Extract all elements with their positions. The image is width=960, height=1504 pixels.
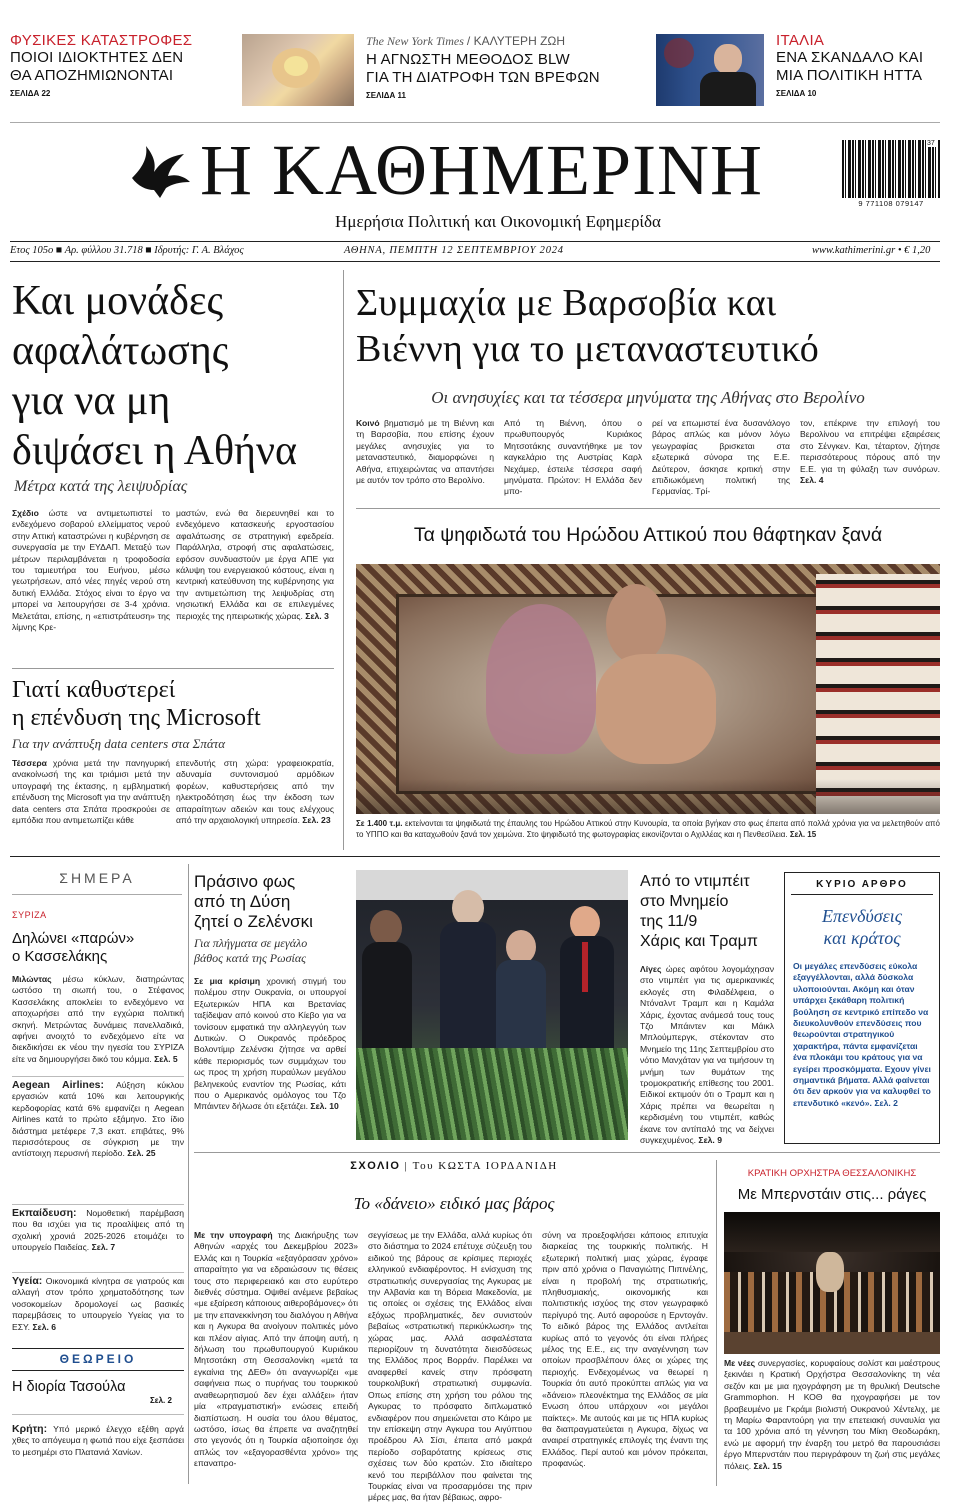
headline-line: η επένδυση της Microsoft (12, 705, 261, 731)
headline-line: αφαλάτωσης (12, 328, 229, 374)
body-text: βηματισμό με τη Βιέννη και τη Βαρσοβία, που επίσης έχουν μεγάλες ανησυχίες για το μεταναστευτικό, διαμορφώνει η Αθήνα, επιχειρώντας να απαντήσει με αυτόν τον τρόπο στο Βερολίνο. (356, 418, 495, 486)
page-ref[interactable]: Σελ. 23 (302, 815, 331, 826)
comment-col-3 (542, 1230, 708, 1492)
zelensky-subhead (194, 936, 346, 966)
divider (12, 1348, 184, 1349)
simera-title: ΣΗΜΕΡΑ (59, 870, 135, 886)
masthead-title: Η ΚΑΘΗΜΕΡΙΝΗ (200, 130, 764, 210)
orchestra-text (724, 1358, 940, 1488)
subhead-line: Για πλήγματα σε μεγάλο (194, 936, 308, 950)
body-text: ώρες αφότου λογομάχησαν στο ντιμπέιτ για τις αμερικανικές εκλογές στη Φιλαδέλφεια, ο Ντόναλντ Τραμπ και η Καμάλα Χάρις, έχοντας ανάμεσά τους τους Τζο Μπάιντεν και Μάικλ Μπλούμπεργκ, στέκονταν στο Μνημείο της 11ης Σεπτεμβρίου στο νότιο Μανχάταν για να τιμήσουν τη μνήμη των θυμάτων της τρομοκρατικής επίθεσης του 2001. Ειδικοί εκτιμούν ότι ο Τραμπ και η Χάρις πρέπει να θεωρείται η κερδισμένη του ντιμπέιτ, καθώς έκανε τον αντίπαλό της να δείχνει συγκεχυμένος. (640, 964, 774, 1146)
divider (12, 1414, 184, 1415)
main-lead-col-4 (800, 418, 940, 498)
body-text: ώστε να αντιμετωπιστεί το ενδεχόμενο σοβαρού ελλείμματος νερού στην Αττική καταστρώνει η κυβέρνηση σε συνεργασία με την ΕΥΔΑΠ. Μεταξύ των μέτρων περιλαμβάνεται η τροφοδοσία του ταμιευτήρα του Ευήνου, μέσω γεωτρήσεων, από νέες πηγές νερού στη δυτική Ελλάδα. Στόχος είναι το έργο να μπορεί να λειτουργήσει σε 3-4 χρόνια. Μελετάται, επίσης, η «επιστράτευση» της λίμνης Κρε- (12, 508, 170, 633)
zelensky-headline[interactable] (194, 872, 344, 932)
body-text: Νομοθετική παρέμβαση που θα ισχύει για τις προαλίψεις από τη σχολική χρονιά 2025-2026 ετοιμάζει το υπουργείο Παιδείας. (12, 1208, 184, 1253)
brief-title[interactable] (12, 930, 184, 966)
teaser-photo-baby (242, 34, 354, 106)
brief-text (12, 1080, 184, 1200)
masthead-info-date: ΑΘΗΝΑ, ΠΕΜΠΤΗ 12 ΣΕΠΤΕΜΒΡΙΟΥ 2024 (344, 245, 564, 256)
caption-text: εκτείνονται τα ψηφιδωτά της έπαυλης του Ηρώδου Αττικού στην Κυνουρία, τα οποία βγήκαν στο φως έπειτα από πολλά χρόνια για να μελετηθούν από το ΥΠΠΟ και θα καταχωθούν ξανά τον χειμώνα. Στο ψηφιδωτό της φωτογραφίας εικονίζονται ο Αχιλλέας και η Πενθεσίλεια. (356, 819, 940, 839)
memorial-text (640, 964, 774, 1144)
divider (12, 1272, 184, 1273)
column-divider (716, 1160, 717, 1486)
headline-line: στο Μνημείο (640, 893, 729, 910)
divider (12, 1370, 184, 1371)
page-ref[interactable]: Σελ. 25 (127, 1148, 156, 1159)
orchestra-photo (724, 1212, 940, 1354)
comment-author: Του ΚΩΣΤΑ ΙΟΡΔΑΝΙΔΗ (412, 1160, 558, 1172)
masthead-info-right: www.kathimerini.gr • € 1,20 (812, 245, 931, 256)
page-ref[interactable]: Σελ. 6 (32, 1321, 57, 1332)
theoreio-item[interactable]: Η διορία Τασούλα (12, 1379, 126, 1395)
body-text: επενδυτής στη χώρα: γραφειοκρατία, αδυναμία συντονισμού αρμόδιων φορέων, καθυστερήσεις από την ηλεκτροδότηση έως την έκδοση των απαραίτητων αδειών και τους ελέγχους από την αρχαιολογική υπηρεσία. (176, 758, 334, 826)
left-lead-col-1 (12, 508, 170, 658)
divider (356, 508, 940, 509)
headline-line: της 11/9 (640, 913, 698, 930)
orchestra-title[interactable]: Με Μπερνστάιν στις... ράγες (737, 1186, 927, 1203)
memorial-photo (356, 870, 628, 1140)
left-lead-col-2 (176, 508, 334, 658)
lead-word: Σχέδιο (12, 508, 39, 518)
headline-line: Από το ντιμπέιτ (640, 873, 750, 890)
mosaic-caption (356, 818, 940, 844)
divider (10, 122, 940, 123)
bird-logo-icon (124, 138, 194, 202)
nyt-logo: The New York Times (366, 34, 464, 48)
comment-title[interactable]: Το «δάνειο» ειδικό μας βάρος (353, 1194, 555, 1213)
page-ref[interactable]: Σελ. 15 (789, 830, 817, 839)
microsoft-col-1 (12, 758, 170, 842)
headline-line: από τη Δύση (194, 892, 291, 911)
editorial-box[interactable] (784, 872, 940, 1144)
body-text: χρονική στιγμή του πολέμου στην Ουκρανία, οι υπουργοί Εξωτερικών ΗΠΑ και Βρετανίας ταξίδεψαν από κοινού στο Κίεβο για να τονίσουν εμφατικά την αλληλεγγύη των Δυτικών. Ο Ουκρανός πρόεδρος Βολοντίμιρ Ζελένσκι ζήτησε να αρθεί κάθε περιορισμός των συμμάχων του ως προς τη χρήση πυραύλων μεγάλου βεληνεκούς εναντίον της Ρωσίας, κάτι που ο Αμερικανός ομόλογος του Τζο Μπάιντεν δήλωσε ότι εξετάζει. (194, 976, 346, 1112)
teaser-2[interactable] (366, 34, 626, 114)
main-lead-headline[interactable] (356, 280, 940, 372)
brief-lead: Υγεία: (12, 1275, 43, 1287)
brief-title-line: Δηλώνει «παρών» (12, 930, 135, 947)
teaser-photo-italy (656, 34, 764, 106)
page-ref[interactable]: Σελ. 7 (91, 1242, 116, 1253)
brief-text (12, 1208, 184, 1270)
divider (12, 894, 182, 895)
theoreio-title: ΘΕΩΡΕΙΟ (59, 1352, 137, 1366)
body-text: ρεί να επωμιστεί ένα δυσανάλογο βάρος απλώς και μόνον λόγω γεωγραφίας βρισκεται στα εξωτερικά σύνορα της Ε.Ε. Δεύτερον, άσκησε κριτική στην επιδιωκόμενη πολιτική της Γερμανίας. Τρί- (652, 418, 790, 497)
teaser-title-line: ΕΝΑ ΣΚΑΝΔΑΛΟ ΚΑΙ (776, 49, 924, 66)
orchestra-kicker: ΚΡΑΤΙΚΗ ΟΡΧΗΣΤΡΑ ΘΕΣΣΑΛΟΝΙΚΗΣ (747, 1168, 917, 1179)
divider (12, 668, 334, 669)
brief-text (12, 974, 184, 1078)
body-text: σύνη να προεξοφλήσει κάποιος επιτυχία διαρκείας της τουρκικής πολιτικής. Η εξωτερική πολιτική μιας χώρας, έγραφε πριν από χρόνια ο Παναγιώτης Πιπινέλης, είναι η προβολή της στρατιωτικής, πληθυσμιακής, οικονομικής και πολιτιστικής ισχύος της στον γεωγραφικό περίγυρό της. Αυτό αφορούσε η Ερντογάν. Το ειδικό βάρος της Ελλάδος αντλείται κυρίως από το γεγονός ότι είναι πλήρες μέλος της Ε.Ε., εις την αναγέννηση των οποίων προσβλέπουν όλες οι χώρες της περιοχής. Ενδεχομένως να θεωρεί η Τουρκία ότι αυτό προκύπτει απλώς για να «δάνειο» πλεονέκτημα της Ελλάδος σε μία Ενωση όπου υπάρχουν «οι μεγάλοι παίκτες». Με αυτούς και με τις ΗΠΑ κυρίως θα διαπραγματεύεται η Αγκυρα, δίχως να αναιρεί στρατηγικές επιλογές της έναντι της Ελλάδος. Περί αυτού και μόνον πρόκειται, προφανώς. (542, 1230, 708, 1469)
headline-line: Χάρις και Τραμπ (640, 933, 758, 950)
main-lead-col-2 (504, 418, 642, 498)
teaser-1[interactable] (10, 32, 230, 112)
teaser-page: ΣΕΛΙΔΑ 22 (10, 89, 51, 98)
editorial-text (793, 961, 931, 1121)
body-text: μέσω κύκλων, διατηρώντας ωστόσο τη σιωπή του, ο Στέφανος Κασσελάκης αποκλείει το ενδεχόμενο να αποχωρήσει από την εγχώρια πολιτική σκηνή. Μετρώντας δυνάμεις πανελλαδικά, αφήνει ανοιχτό το ενδεχόμενο είτε να διεκδικήσει εκ νέου την ηγεσία του ΣΥΡΙΖΑ είτε να δημιουργήσει δικό του κόμμα. (12, 974, 184, 1064)
divider (10, 856, 940, 857)
lead-word: Με την υπογραφή (194, 1230, 273, 1240)
brief-title-line: ο Κασσελάκης (12, 948, 108, 965)
microsoft-col-2 (176, 758, 334, 842)
headline-line: για να μη (12, 378, 171, 424)
divider (10, 241, 940, 242)
issue-code: 37 (927, 140, 935, 147)
lead-word: Κοινό (356, 418, 380, 428)
memorial-headline[interactable] (640, 872, 776, 952)
column-divider (188, 864, 189, 1484)
comment-label: ΣΧΟΛΙΟ (350, 1160, 401, 1172)
left-lead-headline[interactable] (12, 276, 332, 476)
lead-word: Με νέες (724, 1358, 756, 1368)
teaser-title-line: ΠΟΙΟΙ ΙΔΙΟΚΤΗΤΕΣ ΔΕΝ (10, 49, 184, 66)
title-line: και κράτος (823, 928, 901, 948)
comment-col-2 (368, 1230, 532, 1503)
teaser-kicker: ΙΤΑΛΙΑ (776, 32, 825, 49)
brief-lead: Κρήτη: (12, 1423, 48, 1435)
brief-label: ΣΥΡΙΖΑ (12, 910, 47, 920)
lead-word: Σε 1.400 τ.μ. (356, 819, 403, 828)
body-text: Αύξηση κύκλου εργασιών κατά 10% και λειτουργικής κερδοφορίας κατά 6% εμφανίζει η Aegean Airlines κατά το πρώτο εξάμηνο. Στο ίδιο διάστημα μετέφερε 7,3 εκατ. επιβάτες, 9% περισσότερους σε σύγκριση με την αντίστοιχη περυσινή περίοδο. (12, 1080, 185, 1159)
mosaic-photo (356, 564, 940, 814)
body-text: Οικονομικά κίνητρα σε γιατρούς και αλλαγή στον τρόπο χρηματοδότησης των νοσοκομείων δρομολογεί ως βασικές παρεμβάσεις το υπουργείο Υγείας για το ΕΣΥ. (12, 1276, 184, 1332)
divider (12, 1076, 184, 1077)
body-text: Από τη Βιέννη, όπου ο πρωθυπουργός Κυριάκος Μητσοτάκης συναντήθηκε με τον καγκελάριο της Αυστρίας Καρλ Νεχάμερ, έστειλε τέσσερα σαφή μηνύματα. Πρώτον: Η Ελλάδα δεν μπο- (504, 418, 642, 497)
main-lead-subhead: Οι ανησυχίες και τα τέσσερα μηνύματα της Αθήνας στο Βερολίνο (431, 388, 865, 407)
column-divider (343, 270, 344, 850)
lead-word: Λίγες (640, 964, 662, 974)
divider (194, 1152, 940, 1153)
divider (10, 261, 940, 262)
body-text: σεγγίσεως με την Ελλάδα, αλλά κυρίως ότι στο διάστημα το 2024 επέτυχε σύζευξη του ειδικού της βάρους σε κρίσιμες περιοχές ελληνικού ενδιαφέροντος. Η ενίσχυση της στρατιωτικής συνεργασίας της Αγκυρας με την Αλβανία και τη Βόρεια Μακεδονία, με τις οποίες οι σχέσεις της Ελλάδος είναι εξόχως προβληματικές, δεν συνιστούν βεβαίως «στρατιωτική περικύκλωση» της χώρας μας. Αλλά ασφαλέστατα περιορίζουν τη δυνατότητα διεισδύσεως της Ελλάδος προς Βορράν. Παρέλκει να αναφερθεί κανείς στην πρόσφατη τουρκολιβυκή στρατιωτική συμφωνία. Οπως επίσης στη χρήση του ρόλου της Αγκυρας το πρόσφατο διπλωματικό ενδιαφέρον που σημειώνεται στο Κάιρο με την επίσκεψη στην Αγκυρα του Αιγύπτιου προέδρου Αλ Σίσι, έπειτα από μακρά περίοδο σοβαρότατης κρίσεως στις σχέσεις των δύο κρατών. Στο ιδιαίτερο κενό του περιβάλλον που φαίνεται της Τουρκίας είναι να προσαρμόσει της πριν μέρες μας, θα ήταν βέβαιως, αφρο- (368, 1230, 532, 1503)
microsoft-headline[interactable] (12, 676, 334, 732)
body-text: μαστών, ενώ θα διερευνηθεί και το ενδεχόμενο κατασκευής εργοστασίου αφαλάτωσης σε στρατηγική εφεδρεία. Παράλληλα, στροφή στις αφαλατώσεις, εφόσον συνδυαστούν με έργα ΑΠΕ για κάλυψη του ενεργειακού κόστους, είναι η κεντρική κατεύθυνση της κυβέρνησης για την αντιμετώπιση της λειψυδρίας στη νησιωτική Ελλάδα και σε επιλεγμένες περιοχές της ηπειρωτικής χώρας. (176, 508, 334, 621)
lead-word: Τέσσερα (12, 758, 47, 768)
body-text: Οι μεγάλες επενδύσεις εύκολα εξαγγέλλονται, αλλά δύσκολα υλοποιούνται. (793, 961, 918, 994)
headline-line: Γιατί καθυστερεί (12, 677, 176, 703)
subhead-line: βάθος κατά της Ρωσίας (194, 951, 307, 965)
lead-word: Σε μια κρίσιμη (194, 976, 261, 986)
teaser-title-line: Η ΑΓΝΩΣΤΗ ΜΕΘΟΔΟΣ BLW (366, 51, 570, 68)
teaser-page: ΣΕΛΙΔΑ 11 (366, 91, 406, 100)
teaser-title-line: ΘΑ ΑΠΟΖΗΜΙΩΝΟΝΤΑΙ (10, 67, 174, 84)
comment-col-1 (194, 1230, 358, 1492)
headline-line: Πράσινο φως (194, 872, 296, 891)
headline-line: Συμμαχία με Βαρσοβία και (356, 282, 777, 324)
page-ref[interactable]: Σελ. 3 (305, 610, 329, 621)
body-text: συνεργασίες, κορυφαίους σολίστ και μαέστρους ξεκινάει η Κρατική Ορχήστρα Θεσσαλονίκης τη νέα σεζόν και με μια ηχογράφηση με τη θρυλική Deutsche Grammophon. Η ΚΟΘ θα ηχογραφήσει με τον βραβευμένο με Γκράμι βιολιστή Ουκρανού Χέντελιχ, με τη Μαρίω Φαραντούρη για την επετειακή συναυλία για τα 100 χρόνια από τη γέννηση του Μίκη Θεοδωράκη, ενώ με αφορμή την έναρξη του μετρό θα παρουσιάσει έργο Μπερνστάιν που περιγράφουν τη ζωή στις μεγάλες πόλεις. (724, 1358, 940, 1471)
teaser-kicker: / ΚΑΛΥΤΕΡΗ ΖΩΗ (466, 34, 566, 48)
page-ref[interactable]: Σελ. 2 (874, 1097, 898, 1108)
barcode (842, 140, 940, 198)
main-lead-col-1 (356, 418, 494, 498)
teaser-kicker: ΦΥΣΙΚΕΣ ΚΑΤΑΣΤΡΟΦΕΣ (10, 32, 193, 49)
left-lead-subhead: Μέτρα κατά της λειψυδρίας (14, 478, 188, 495)
brief-lead: Εκπαίδευση: (12, 1207, 77, 1219)
comment-header: ΣΧΟΛΙΟ | Του ΚΩΣΤΑ ΙΟΡΔΑΝΙΔΗ (350, 1160, 558, 1172)
body-text: χρόνια μετά την πανηγυρική ανακοίνωσή της και τριάμισι μετά την υπογραφή της έκτασης, η εμβληματική επένδυση της Microsoft για την ανάπτυξη data centers στα Σπάτα προσκρούει σε εμπόδια που αντιμετωπίζει κάθε (12, 758, 170, 826)
teaser-title-line: ΓΙΑ ΤΗ ΔΙΑΤΡΟΦΗ ΤΩΝ ΒΡΕΦΩΝ (366, 69, 600, 86)
headline-line: ζητεί ο Ζελένσκι (194, 912, 313, 931)
page-ref[interactable]: Σελ. 15 (753, 1460, 782, 1471)
zelensky-text (194, 976, 346, 1148)
brief-text (12, 1424, 184, 1484)
teaser-title-line: ΜΙΑ ΠΟΛΙΤΙΚΗ ΗΤΤΑ (776, 67, 923, 84)
title-line: Επενδύσεις (822, 906, 902, 926)
headline-line: Και μονάδες (12, 278, 224, 324)
body-text: Υπό μερικό έλεγχο εξέθη αργά χθες το απόγευμα η φωτιά που είχε ξεσπάσει το μεσημέρι στο Πλατανιά Χανίων. (12, 1424, 184, 1457)
masthead-subtitle: Ημερήσια Πολιτική και Οικονομική Εφημερίδα (335, 212, 661, 231)
main-lead-col-3 (652, 418, 790, 498)
page-ref[interactable]: Σελ. 5 (154, 1053, 178, 1064)
page-ref[interactable]: Σελ. 4 (800, 475, 824, 486)
mosaic-headline[interactable]: Τα ψηφιδωτά του Ηρώδου Αττικού που θάφτηκαν ξανά (413, 524, 883, 546)
page-ref[interactable]: Σελ. 9 (698, 1135, 722, 1146)
microsoft-subhead: Για την ανάπτυξη data centers στα Σπάτα (12, 736, 226, 751)
headline-line: Βιέννη για το μεταναστευτικό (356, 328, 819, 370)
brief-lead: Aegean Airlines: (12, 1079, 105, 1091)
barcode-number: 9 771108 079147 (858, 199, 924, 208)
body-text: τον, επέκρινε την επιλογή του Βερολίνου να επιτρέψει εξαιρέσεις στο Σένγκεν. Και, τέταρτον, ζήτησε περισσότερους πόρους από την Ε.Ε. για τη φύλαξη των συνόρων. (800, 418, 940, 474)
teaser-page: ΣΕΛΙΔΑ 10 (776, 89, 817, 98)
editorial-title (785, 905, 939, 949)
body-text: της Διακήρυξης των Αθηνών «αρχές του Δεκεμβρίου 2023» Ελλάς και η Τουρκία «εξαγόρασαν χρόνο» απαραίτητο για να εδραιώσουν τις θέσεις τους στο περιφερειακό και στο ευρύτερο διεθνές σύστημα. Οψιθεί ανέμενε βεβαίως «με εξαίρεση κάποιους αιθεροβάμονες» ότι με την επανεκκίνηση του διαλόγου η Αθήνα και η Αγκυρα θα ανοίγουν πολιτικές μόνο και πλέον αίγιας. Από την άποψη αυτή, η δήλωση του πρωθυπουργού Κυριάκου Μητσοτάκη στη Θεσσαλονίκη «μετά τα εγκαίνια της ΔΕΘ» ότι αναγνωρίζει «με σαφήνεια πως ο πυρήνας του τουρκικού αναθεωρητισμού δεν έχει αλλάξει» ήταν μία «πραγματιστική» ενώσεις επειδή διαπίστωση. Η ουσία του όλου θέματος, ωστόσο, ίσως θα έπρεπε να αναζητηθεί στο γεγονός ότι η Τουρκία αξιοποίησε όχι απλώς τον «εξαγορασθέντα χρόνο» της επαναπρο- (194, 1230, 358, 1469)
brief-text (12, 1276, 184, 1338)
page-ref[interactable]: Σελ. 2 (150, 1396, 172, 1405)
lead-word: Μιλώντας (12, 974, 52, 984)
divider (12, 1204, 184, 1205)
editorial-label: ΚΥΡΙΟ ΑΡΘΡΟ (791, 879, 933, 895)
body-text: Ακόμη και όταν υπάρχει ξεκάθαρη πολιτική βούληση σε κεντρικό επίπεδο να διευκολυνθούν επενδύσεις που θεωρούνται στρατηγικού χαρακτήρα, πάντα εμφανίζεται ένα πλοκάμι του κράτους για να εγείρει προσκόμματα. Εχουν γίνει σημαντικά βήματα. Αλλά φαίνεται ότι δεν αρκούν για να καλυφθεί το επενδυτικό «κενό». (793, 983, 931, 1108)
headline-line: διψάσει η Αθήνα (12, 428, 298, 474)
page-ref[interactable]: Σελ. 10 (310, 1101, 339, 1112)
masthead-info-left: Ετος 105ο ■ Αρ. φύλλου 31.718 ■ Ιδρυτής: Γ. Α. Βλάχος (10, 245, 244, 256)
teaser-3[interactable] (776, 32, 956, 112)
